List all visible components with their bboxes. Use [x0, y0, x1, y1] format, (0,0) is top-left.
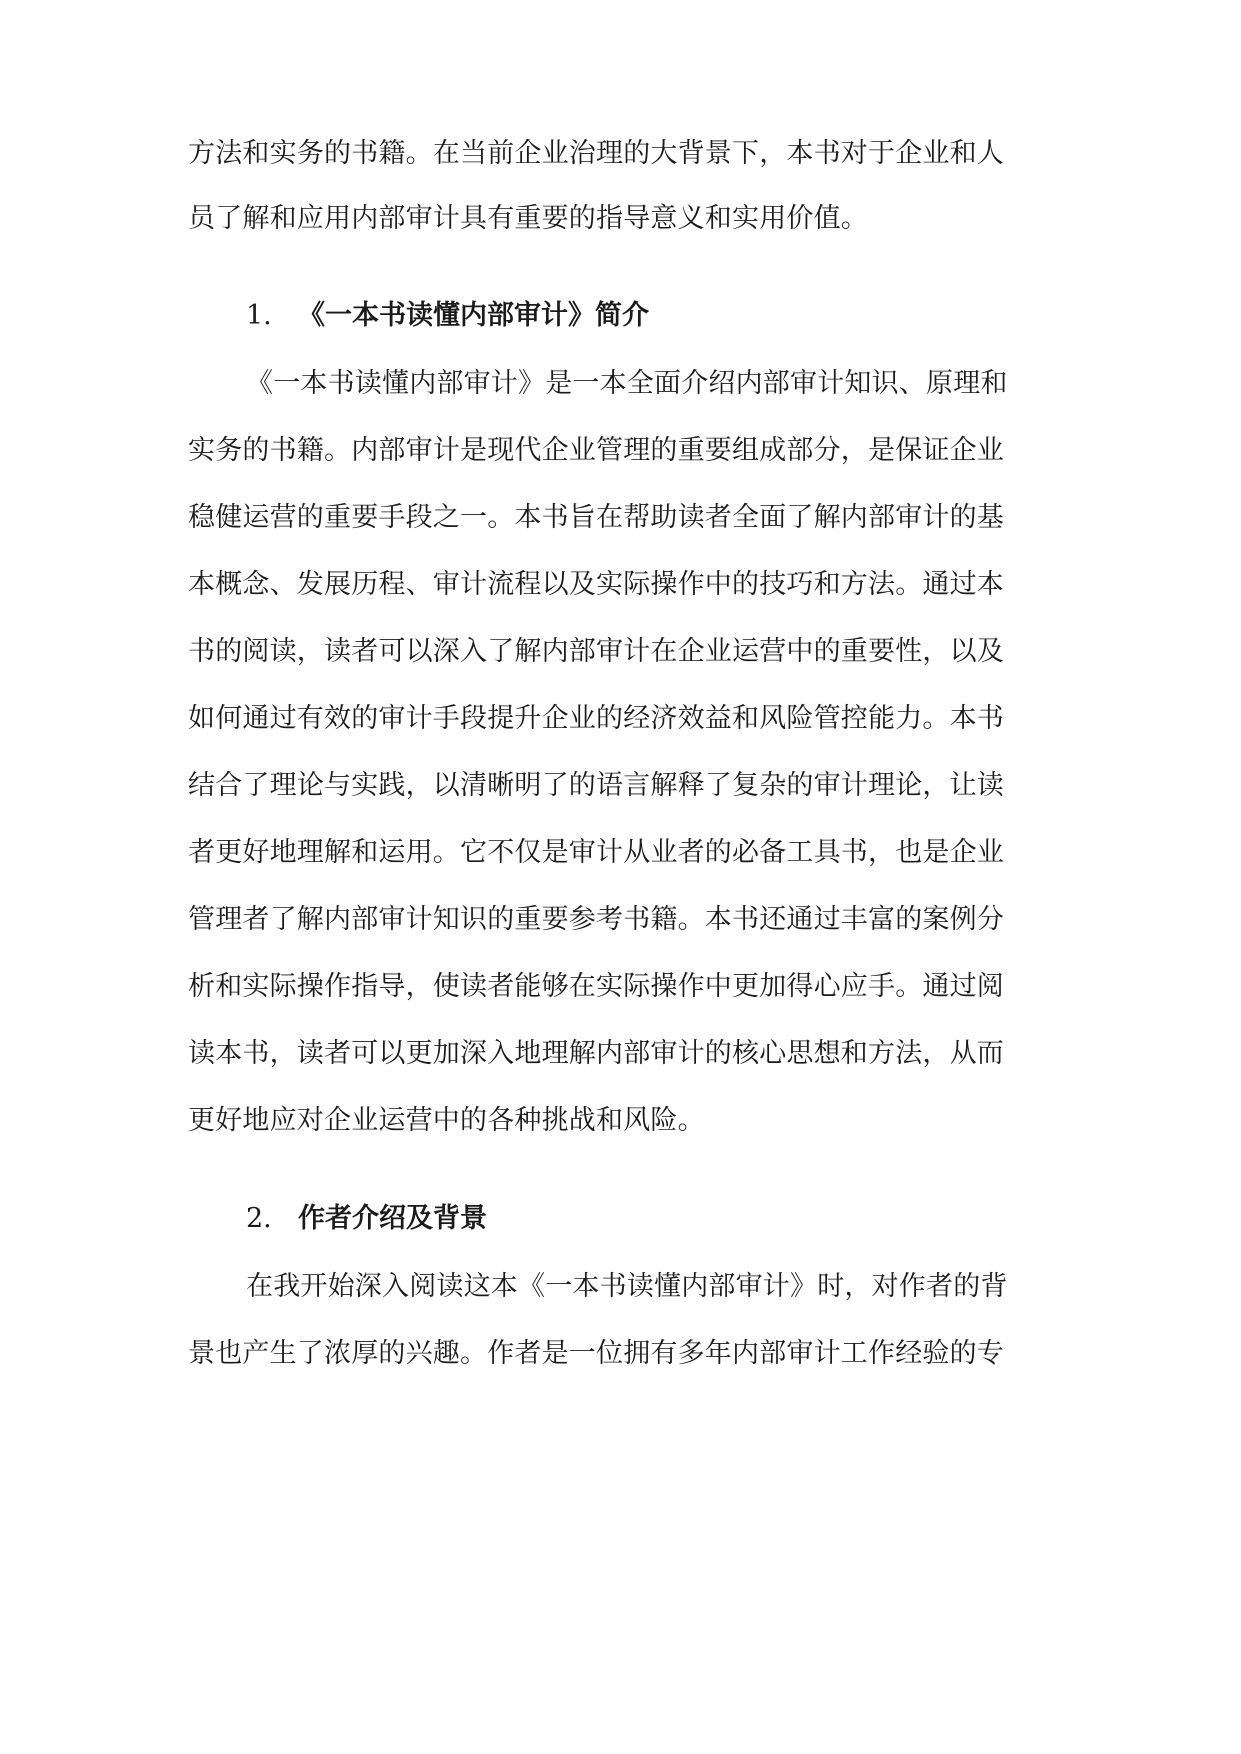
paragraph-line: 管理者了解内部审计知识的重要参考书籍。本书还通过丰富的案例分: [188, 904, 1004, 935]
paragraph-line: 如何通过有效的审计手段提升企业的经济效益和风险管控能力。本书: [188, 703, 1004, 734]
paragraph-line: 景也产生了浓厚的兴趣。作者是一位拥有多年内部审计工作经验的专: [188, 1338, 1004, 1369]
paragraph-line: 本概念、发展历程、审计流程以及实际操作中的技巧和方法。通过本: [188, 569, 1004, 600]
section-heading: [246, 297, 649, 335]
paragraph-line: 更好地应对企业运营中的各种挑战和风险。: [188, 1105, 705, 1136]
section-number: 2.: [246, 1203, 272, 1234]
section-title: 《一本书读懂内部审计》简介: [298, 300, 649, 331]
paragraph-line: 在我开始深入阅读这本《一本书读懂内部审计》时，对作者的背: [246, 1271, 1008, 1302]
paragraph-line: 者更好地理解和运用。它不仅是审计从业者的必备工具书，也是企业: [188, 837, 1004, 868]
paragraph-line: 析和实际操作指导，使读者能够在实际操作中更加得心应手。通过阅: [188, 971, 1004, 1002]
paragraph-line: 书的阅读，读者可以深入了解内部审计在企业运营中的重要性，以及: [188, 636, 1004, 667]
paragraph-line: 员了解和应用内部审计具有重要的指导意义和实用价值。: [188, 203, 868, 234]
paragraph-line: 读本书，读者可以更加深入地理解内部审计的核心思想和方法，从而: [188, 1038, 1004, 1069]
paragraph-line: 结合了理论与实践，以清晰明了的语言解释了复杂的审计理论，让读: [188, 770, 1004, 801]
paragraph-line: 实务的书籍。内部审计是现代企业管理的重要组成部分，是保证企业: [188, 435, 1004, 466]
section-title: 作者介绍及背景: [298, 1203, 487, 1234]
paragraph-line: 方法和实务的书籍。在当前企业治理的大背景下，本书对于企业和人: [188, 138, 1004, 169]
paragraph-line: 《一本书读懂内部审计》是一本全面介绍内部审计知识、原理和: [246, 368, 1008, 399]
section-number: 1.: [246, 300, 272, 331]
section-heading: [246, 1200, 487, 1238]
paragraph-line: 稳健运营的重要手段之一。本书旨在帮助读者全面了解内部审计的基: [188, 502, 1004, 533]
